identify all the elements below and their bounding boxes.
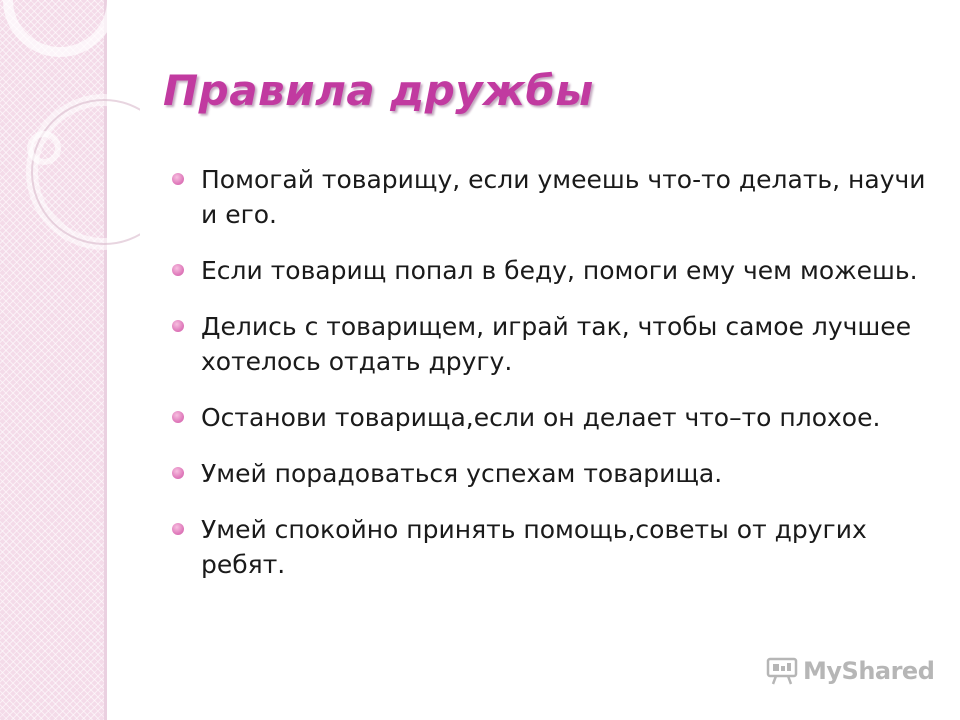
watermark-text: MyShared <box>803 657 935 685</box>
list-item <box>170 512 930 582</box>
list-item <box>170 309 930 379</box>
watermark <box>766 656 934 686</box>
list-item-text: Останови товарища,если он делает что–то плохое. <box>201 403 881 432</box>
list-item <box>170 456 930 491</box>
decorative-circles <box>0 0 140 260</box>
list-item-text: Делись с товарищем, играй так, чтобы самое лучшее хотелось отдать другу. <box>201 312 912 376</box>
decorative-circle-large <box>32 100 140 244</box>
bullet-icon <box>172 320 184 332</box>
bullet-icon <box>172 264 184 276</box>
bullet-icon <box>172 173 184 185</box>
list-item <box>170 400 930 435</box>
bullet-icon <box>172 523 184 535</box>
list-item-text: Умей порадоваться успехам товарища. <box>201 459 723 488</box>
list-item <box>170 162 930 232</box>
decorative-circle-top <box>8 0 112 52</box>
list-item-text: Умей спокойно принять помощь,советы от других ребят. <box>201 515 867 579</box>
bullet-icon <box>172 411 184 423</box>
list-item-text: Помогай товарищу, если умеешь что-то делать, научи и его. <box>201 165 926 229</box>
bullet-icon <box>172 467 184 479</box>
rules-list <box>170 162 930 603</box>
presentation-board-icon <box>766 656 798 686</box>
list-item <box>170 253 930 288</box>
list-item-text: Если товарищ попал в беду, помоги ему чем можешь. <box>201 256 918 285</box>
slide-title: Правила дружбы <box>163 66 594 115</box>
